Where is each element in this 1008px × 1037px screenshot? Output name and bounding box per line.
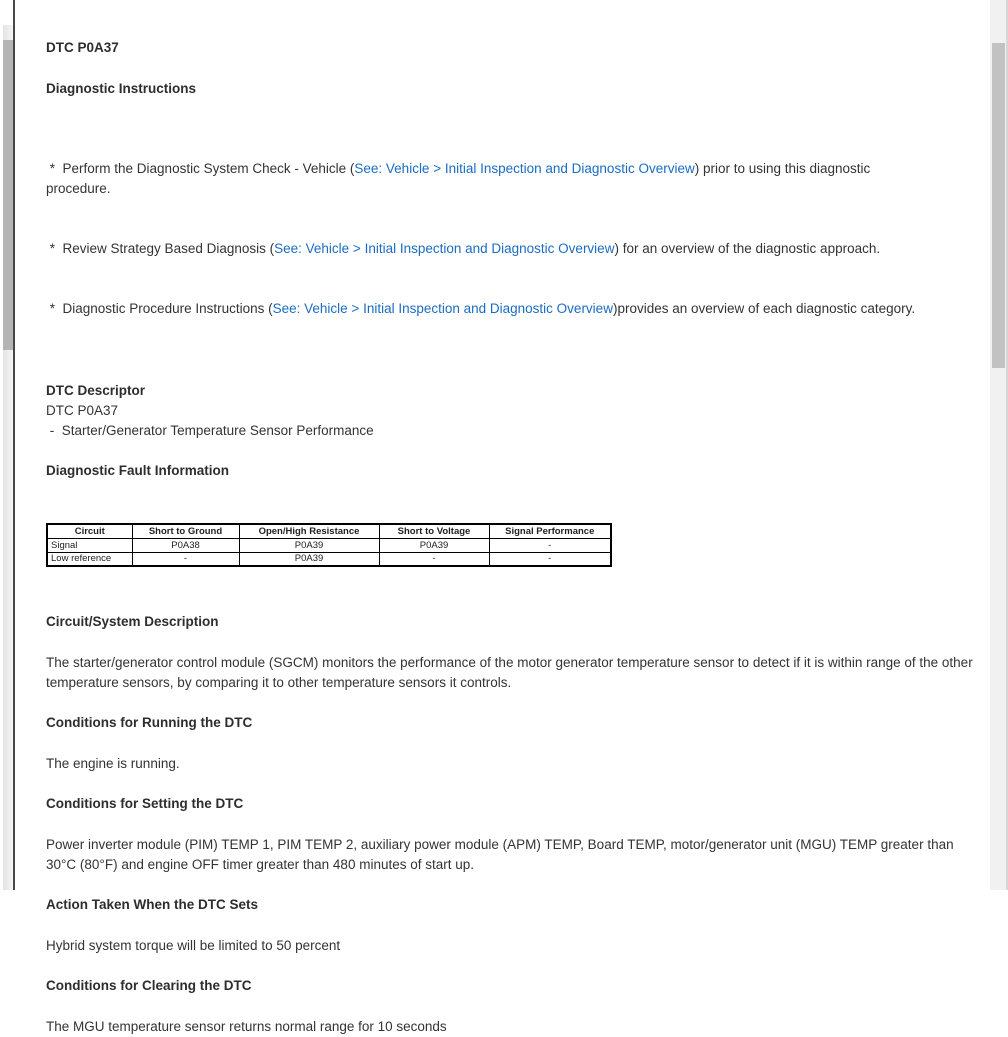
- instruction-text: ) for an overview of the diagnostic approach.: [614, 241, 881, 256]
- circuit-cell: Low reference: [47, 552, 132, 566]
- table-cell: -: [379, 552, 489, 566]
- column-header: Open/High Resistance: [239, 524, 379, 538]
- table-header-row: [47, 524, 611, 538]
- table-cell: P0A39: [239, 538, 379, 552]
- conditions-running-body: The engine is running.: [46, 756, 180, 771]
- diagnostic-instructions-heading: Diagnostic Instructions: [46, 81, 197, 96]
- document-viewport: [15, 0, 990, 1034]
- instruction-text: * Diagnostic Procedure Instructions (: [46, 301, 273, 316]
- table-cell: -: [489, 552, 611, 566]
- instruction-text: * Review Strategy Based Diagnosis (: [46, 241, 275, 256]
- table-cell: -: [489, 538, 611, 552]
- conditions-clearing-heading: Conditions for Clearing the DTC: [46, 978, 252, 993]
- column-header: Short to Ground: [132, 524, 239, 538]
- conditions-running-heading: Conditions for Running the DTC: [46, 715, 253, 730]
- action-taken-body: Hybrid system torque will be limited to 50 percent: [46, 938, 341, 953]
- instruction-item: [46, 299, 986, 319]
- dtc-description: - Starter/Generator Temperature Sensor Performance: [46, 423, 374, 438]
- circuit-cell: Signal: [47, 538, 132, 552]
- instruction-text-wrap: procedure.: [46, 181, 111, 196]
- instruction-item: [46, 159, 986, 199]
- dtc-descriptor-heading: DTC Descriptor: [46, 383, 146, 398]
- dtc-document: [46, 38, 986, 1037]
- table-cell: -: [132, 552, 239, 566]
- column-header: Short to Voltage: [379, 524, 489, 538]
- left-scrollbar-thumb[interactable]: [3, 40, 13, 350]
- action-taken-heading: Action Taken When the DTC Sets: [46, 897, 259, 912]
- instruction-item: [46, 239, 986, 259]
- page-title: DTC P0A37: [46, 40, 119, 55]
- see-vehicle-overview-link[interactable]: See: Vehicle > Initial Inspection and Diagnostic Overview: [274, 241, 615, 256]
- circuit-system-description-heading: Circuit/System Description: [46, 614, 219, 629]
- instruction-text: )provides an overview of each diagnostic category.: [612, 301, 916, 316]
- dtc-code: DTC P0A37: [46, 403, 119, 418]
- table-cell: P0A38: [132, 538, 239, 552]
- fault-information-table: [46, 523, 612, 567]
- diagnostic-fault-information-heading: Diagnostic Fault Information: [46, 463, 230, 478]
- see-vehicle-overview-link[interactable]: See: Vehicle > Initial Inspection and Diagnostic Overview: [272, 301, 613, 316]
- table-cell: P0A39: [239, 552, 379, 566]
- conditions-setting-heading: Conditions for Setting the DTC: [46, 796, 244, 811]
- column-header: Circuit: [47, 524, 132, 538]
- circuit-system-description-body: The starter/generator control module (SGCM) monitors the performance of the motor generator temperature sensor to detect if it is within range of the other temperature sensors, by comparing it to other temperature sensors it controls.: [46, 655, 973, 690]
- see-vehicle-overview-link[interactable]: See: Vehicle > Initial Inspection and Diagnostic Overview: [354, 161, 695, 176]
- conditions-clearing-body: The MGU temperature sensor returns normal range for 10 seconds: [46, 1019, 447, 1034]
- diagnostic-instructions-list: [46, 119, 986, 359]
- column-header: Signal Performance: [489, 524, 611, 538]
- instruction-text: * Perform the Diagnostic System Check - Vehicle (: [46, 161, 355, 176]
- instruction-text: ) prior to using this diagnostic: [694, 161, 871, 176]
- conditions-setting-body: Power inverter module (PIM) TEMP 1, PIM TEMP 2, auxiliary power module (APM) TEMP, Board TEMP, motor/generator unit (MGU) TEMP greater than 30°C (80°F) and engine OFF timer greater than 480 minutes of start up.: [46, 837, 954, 872]
- table-row: [47, 538, 611, 552]
- vertical-scrollbar-thumb[interactable]: [992, 43, 1005, 368]
- table-cell: P0A39: [379, 538, 489, 552]
- table-row: [47, 552, 611, 566]
